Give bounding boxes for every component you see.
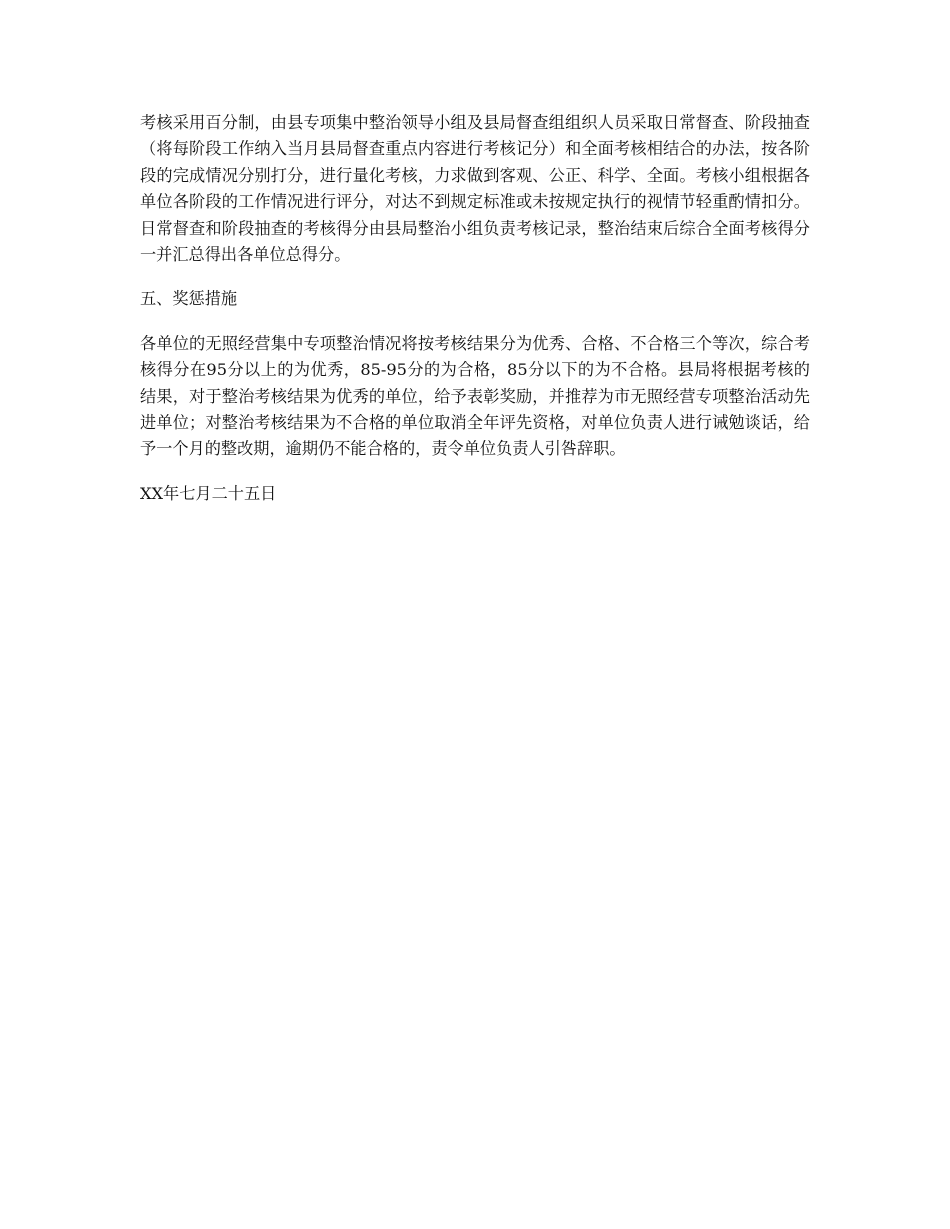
section-heading-rewards-penalties: 五、奖惩措施 <box>140 289 238 309</box>
document-body <box>140 110 810 507</box>
assessment-method-paragraph: 考核采用百分制，由县专项集中整治领导小组及县局督查组组织人员采取日常督查、阶段抽查（将每阶段工作纳入当月县局督查重点内容进行考核记分）和全面考核相结合的办法，按各阶段的完成情况分别打分，进行量化考核，力求做到客观、公正、科学、全面。考核小组根据各单位各阶段的工作情况进行评分，对达不到规定标准或未按规定执行的视情节轻重酌情扣分。日常督查和阶段抽查的考核得分由县局整治小组负责考核记录，整治结束后综合全面考核得分一并汇总得出各单位总得分。 <box>140 113 810 265</box>
document-date: XX年七月二十五日 <box>140 483 277 503</box>
rewards-penalties-paragraph: 各单位的无照经营集中专项整治情况将按考核结果分为优秀、合格、不合格三个等次，综合考核得分在95分以上的为优秀，85-95分的为合格，85分以下的为不合格。县局将根据考核的结果，对于整治考核结果为优秀的单位，给予表彰奖励，并推荐为市无照经营专项整治活动先进单位；对整治考核结果为不合格的单位取消全年评先资格，对单位负责人进行诫勉谈话，给予一个月的整改期，逾期仍不能合格的，责令单位负责人引咎辞职。 <box>140 333 810 459</box>
